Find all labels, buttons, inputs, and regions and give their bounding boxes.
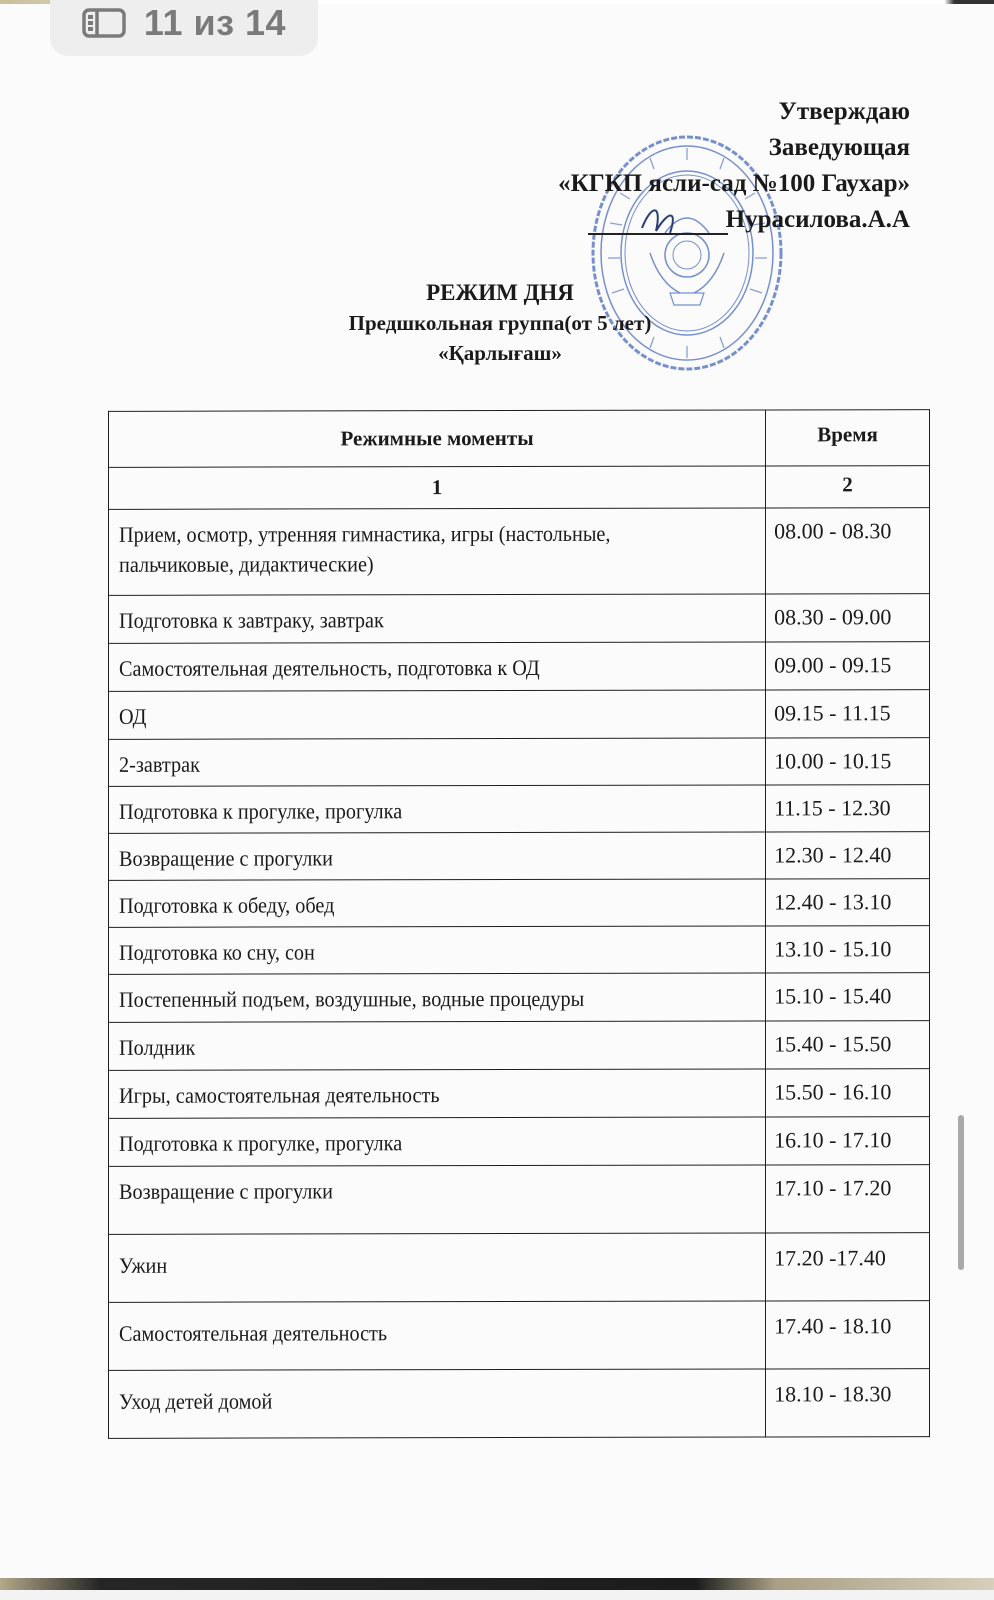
table-row	[109, 926, 930, 975]
table-row	[109, 973, 930, 1023]
time-cell: 10.00 - 10.15	[766, 738, 930, 785]
document-title-block	[290, 278, 710, 368]
table-row	[109, 642, 930, 692]
activity-text: Прием, осмотр, утренняя гимнастика, игры (настольные, пальчиковые, дидактические)	[119, 520, 611, 577]
activity-cell	[109, 879, 766, 927]
table-row	[109, 508, 930, 596]
table-header-row	[109, 410, 930, 468]
activity-text: 2-завтрак	[119, 751, 200, 777]
activity-text: Полдник	[119, 1034, 196, 1060]
time-cell: 09.15 - 11.15	[766, 690, 930, 738]
activity-text: Подготовка к завтраку, завтрак	[119, 607, 384, 633]
table-row	[109, 1233, 930, 1303]
table-row	[109, 879, 930, 928]
activity-cell	[109, 1069, 766, 1118]
time-cell: 15.40 - 15.50	[766, 1021, 930, 1069]
page-counter-text: 11 из 14	[143, 2, 287, 43]
time-cell: 18.10 - 18.30	[766, 1369, 930, 1437]
table-row	[109, 1165, 930, 1235]
time-cell: 11.15 - 12.30	[766, 785, 930, 832]
group-name: «Қарлығаш»	[438, 341, 562, 365]
column-number-2: 2	[766, 466, 930, 508]
time-cell: 12.40 - 13.10	[766, 879, 930, 926]
approval-position: Заведующая	[768, 134, 910, 161]
time-cell: 17.20 -17.40	[766, 1233, 930, 1301]
activity-text: Ужин	[119, 1252, 168, 1278]
vertical-scrollbar[interactable]	[958, 1115, 964, 1270]
photo-bottom-edge	[0, 1578, 994, 1590]
time-cell: 15.10 - 15.40	[766, 973, 930, 1021]
time-cell: 16.10 - 17.10	[766, 1117, 930, 1165]
group-subtitle: Предшкольная группа(от 5 лет)	[348, 311, 652, 335]
table-row	[109, 832, 930, 881]
activity-text: Подготовка к обеду, обед	[119, 892, 335, 918]
table-row	[109, 1021, 930, 1071]
sidebar-thumbnails-icon[interactable]	[82, 8, 126, 38]
approval-block	[558, 94, 910, 238]
table-row	[109, 1301, 930, 1371]
activity-cell	[109, 785, 766, 833]
activity-cell	[109, 642, 766, 691]
activity-text: Постепенный подъем, воздушные, водные процедуры	[119, 985, 585, 1012]
activity-cell	[109, 973, 766, 1022]
activity-text: Возвращение с прогулки	[119, 845, 333, 871]
activity-cell	[109, 1021, 766, 1070]
time-cell: 17.10 - 17.20	[766, 1165, 930, 1233]
table-row	[109, 785, 930, 834]
activity-cell	[109, 1117, 766, 1166]
activity-text: Уход детей домой	[119, 1388, 273, 1414]
time-cell: 09.00 - 09.15	[766, 642, 930, 690]
daily-schedule-table	[108, 409, 930, 1439]
table-row	[109, 1069, 930, 1119]
activity-text: Самостоятельная деятельность	[119, 1320, 388, 1346]
time-cell: 08.00 - 08.30	[766, 508, 930, 594]
table-row	[109, 594, 930, 644]
activity-cell	[109, 738, 766, 786]
activity-cell	[109, 926, 766, 974]
table-number-row	[109, 466, 930, 510]
activity-cell	[109, 508, 766, 595]
time-cell: 12.30 - 12.40	[766, 832, 930, 879]
activity-text: Возвращение с прогулки	[119, 1178, 333, 1204]
time-cell: 15.50 - 16.10	[766, 1069, 930, 1117]
activity-cell	[109, 1233, 766, 1302]
activity-cell	[109, 832, 766, 880]
signature-line	[588, 233, 728, 235]
activity-text: ОД	[119, 703, 147, 729]
activity-cell	[109, 1301, 766, 1370]
time-cell: 17.40 - 18.10	[766, 1301, 930, 1369]
activity-cell	[109, 1165, 766, 1234]
activity-text: Самостоятельная деятельность, подготовка к ОД	[119, 654, 540, 681]
activity-cell	[109, 594, 766, 643]
page-indicator[interactable]	[50, 0, 318, 56]
activity-text: Подготовка ко сну, сон	[119, 939, 315, 965]
activity-cell	[109, 690, 766, 739]
activity-text: Подготовка к прогулке, прогулка	[119, 798, 403, 824]
approval-signatory: Нурасилова.А.А	[725, 206, 910, 233]
table-row	[109, 1369, 930, 1439]
activity-text: Игры, самостоятельная деятельность	[119, 1082, 440, 1108]
time-cell: 13.10 - 15.10	[766, 926, 930, 973]
column-number-1: 1	[109, 466, 766, 509]
header-time: Время	[766, 410, 930, 466]
time-cell: 08.30 - 09.00	[766, 594, 930, 642]
approval-title: Утверждаю	[778, 98, 910, 125]
activity-cell	[109, 1369, 766, 1438]
document-title: РЕЖИМ ДНЯ	[426, 280, 574, 305]
activity-text: Подготовка к прогулке, прогулка	[119, 1130, 403, 1156]
approval-organization: «КГКП ясли-сад №100 Гаухар»	[558, 170, 910, 197]
viewer-bottom-area	[0, 1590, 994, 1600]
table-row	[109, 738, 930, 787]
table-row	[109, 1117, 930, 1167]
header-activities: Режимные моменты	[109, 410, 766, 467]
table-row	[109, 690, 930, 740]
